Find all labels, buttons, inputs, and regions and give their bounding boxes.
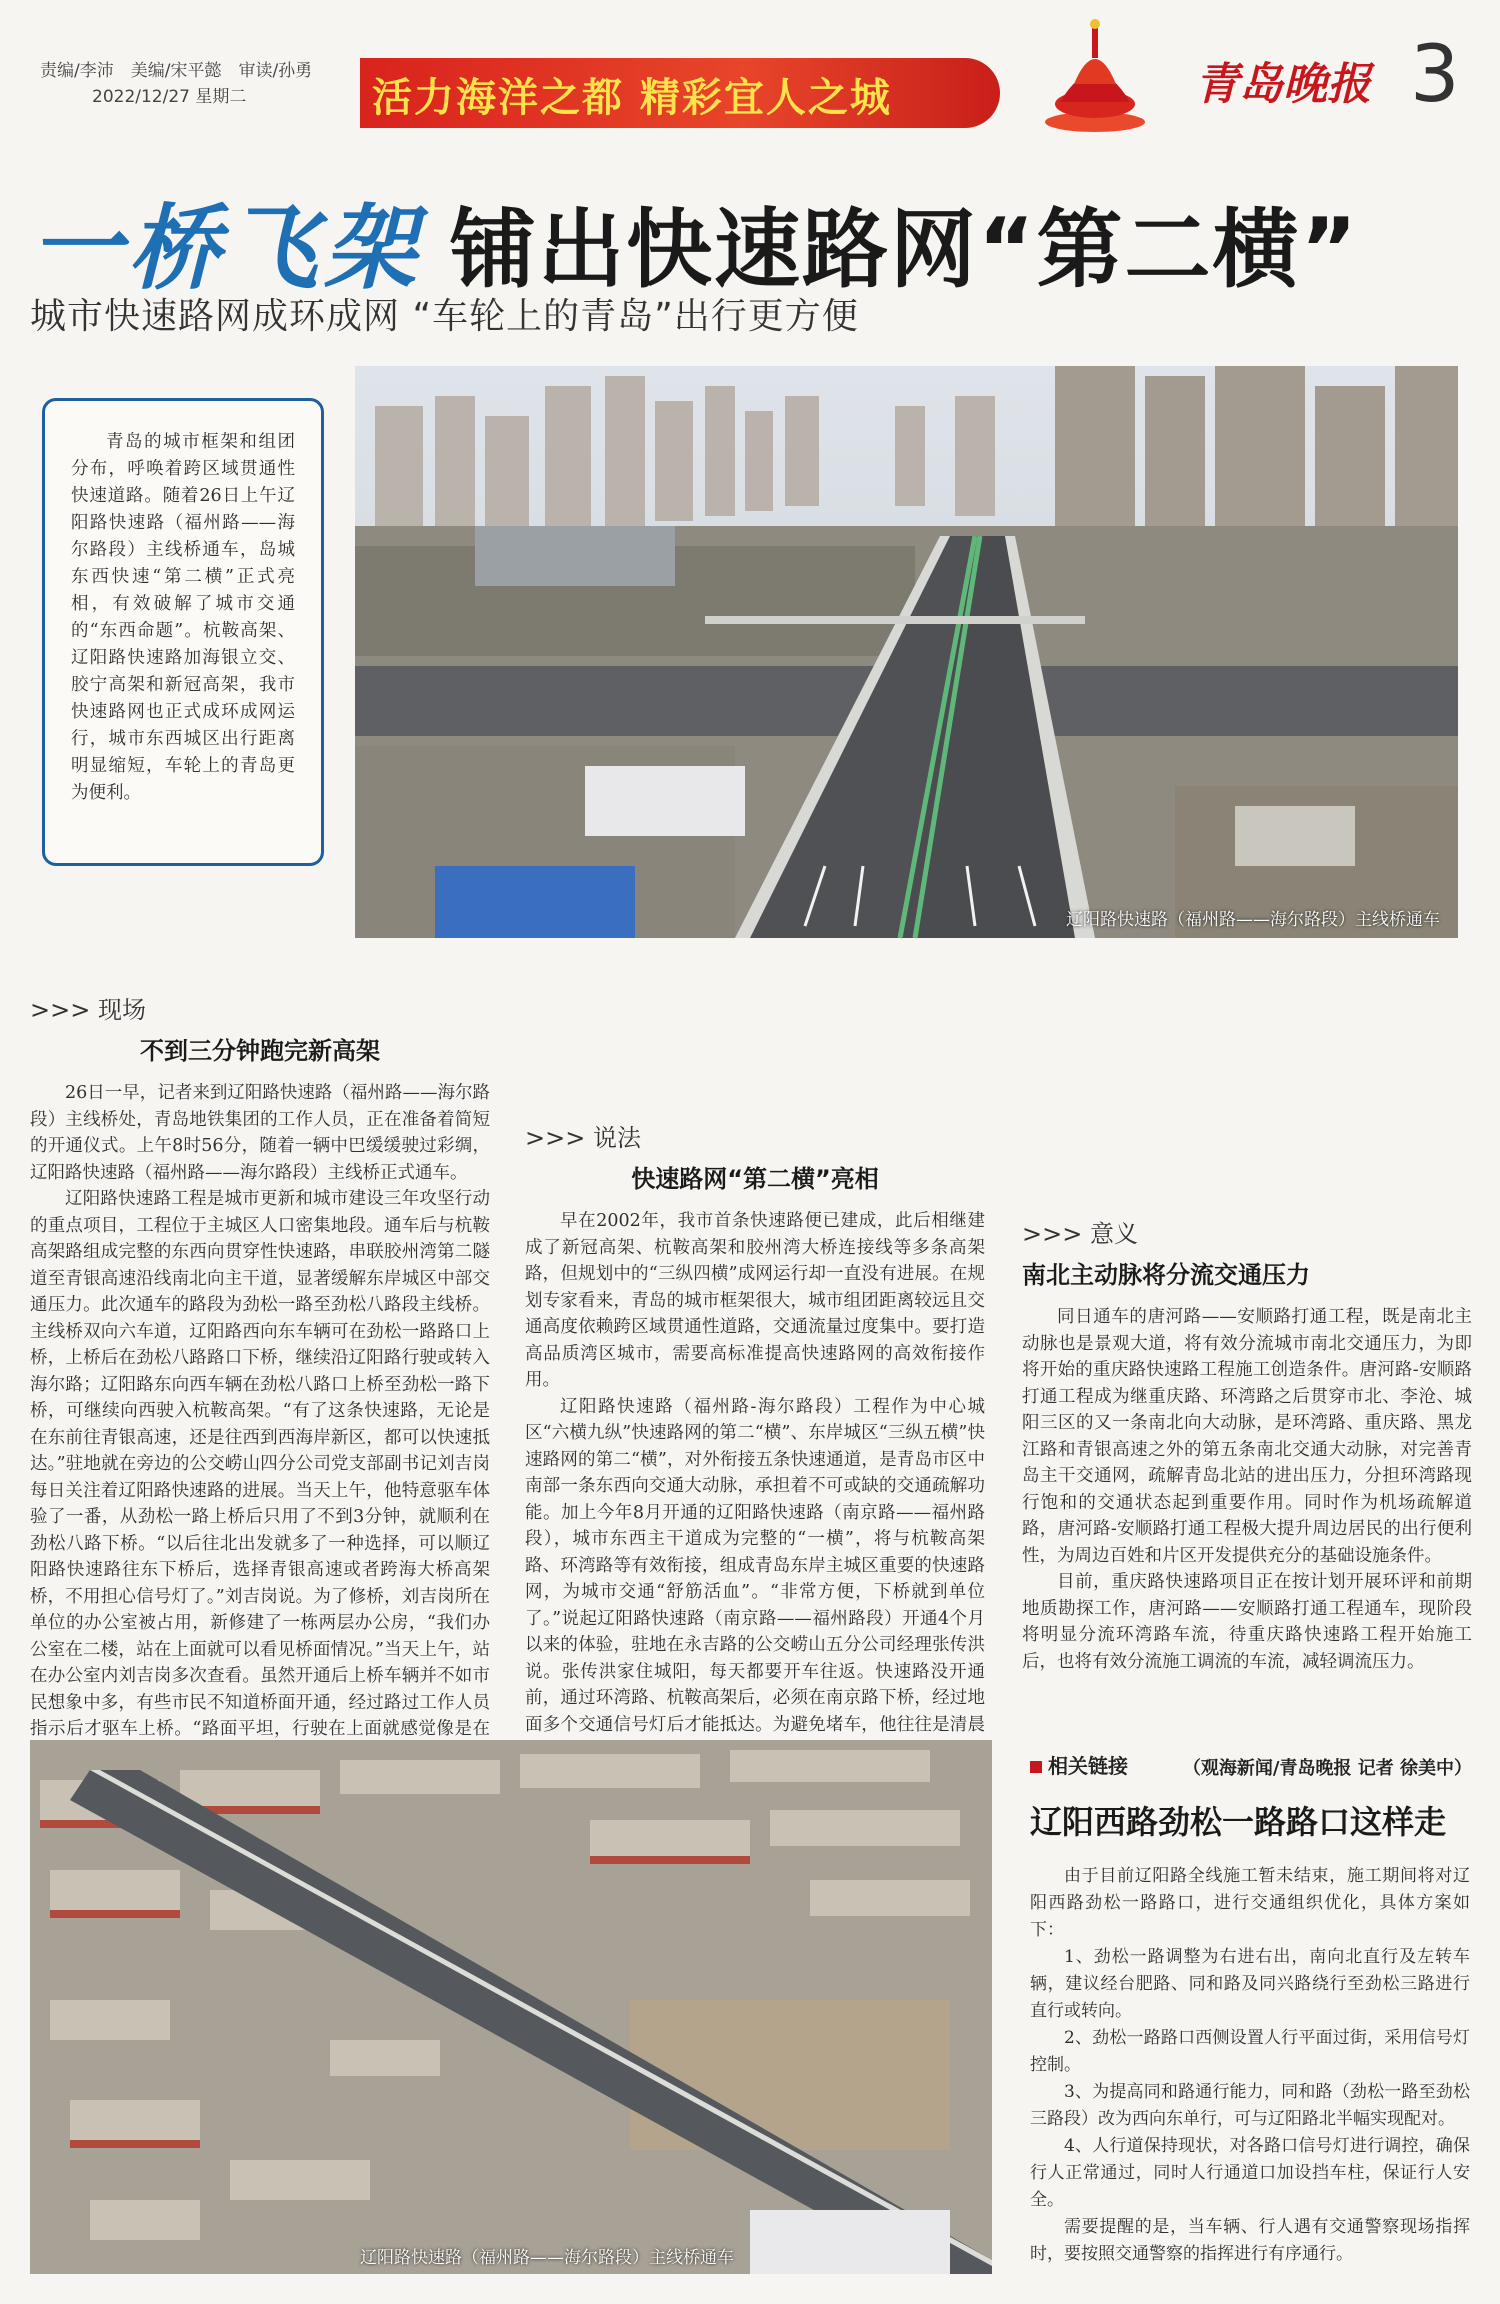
issue-date: 2022/12/27 星期二 [92, 87, 247, 107]
paragraph: 2、劲松一路路口西侧设置人行平面过街，采用信号灯控制。 [1030, 2028, 1470, 2075]
intro-box [42, 398, 324, 866]
main-headline: 铺出快速路网“第二横” [450, 200, 1360, 300]
paragraph: 同日通车的唐河路——安顺路打通工程，既是南北主动脉也是景观大道，将有效分流城市南北交通压力，为即将开始的重庆路快速路工程施工创造条件。唐河路-安顺路打通工程成为继重庆路、环湾路之后贯穿市北、李沧、城阳三区的又一条南北向大动脉，是环湾路、重庆路、黑龙江路和青银高速之外的第五条南北交通大动脉，对完善青岛主干交通网，疏解青岛北站的进出压力，分担环湾路现行饱和的交通状态起到重要作用。同时作为机场疏解道路，唐河路-安顺路打通工程极大提升周边居民的出行便利性，为周边百姓和片区开发提供充分的基础设施条件。 [1022, 1307, 1472, 1566]
paragraph: 3、为提高同和路通行能力，同和路（劲松一路至劲松三路段）改为西向东单行，可与辽阳路北半幅实现配对。 [1030, 2082, 1470, 2129]
bottom-photo [30, 1740, 992, 2274]
related-tag: 相关链接 [1030, 1750, 1470, 1779]
paragraph: 由于目前辽阳路全线施工暂未结束，施工期间将对辽阳西路劲松一路路口，进行交通组织优化，具体方案如下： [1030, 1866, 1470, 1940]
section-body [30, 1080, 490, 1770]
section-label: >>> 现场 [30, 996, 146, 1024]
page-number: 3 [1410, 30, 1460, 120]
paragraph: 辽阳路快速路（福州路-海尔路段）工程作为中心城区“六横九纵”快速路网的第二“横”、东岸城区“三纵五横”快速路网的第二“横”，对外衔接五条快速通道，是青岛市区中南部一条东西向交通大动脉，承担着不可或缺的交通疏解功能。加上今年8月开通的辽阳路快速路（南京路——福州路段），城市东西主干道成为完整的“一横”，将与杭鞍高架路、环湾路等有效衔接，组成青岛东岸主城区重要的快速路网，为城市交通“舒筋活血”。“非常方便，下桥就到单位了。”说起辽阳路快速路（南京路——福州路段）开通4个月以来的体验，驻地在永吉路的公交崂山五分公司经理张传洪说。张传洪家住城阳，每天都要开车往返。快速路没开通前，通过环湾路、杭鞍高架后，必须在南京路下桥，经过地面多个交通信号灯后才能抵达。为避免堵车，他往往是清晨 [525, 1396, 985, 1735]
top-photo [355, 366, 1458, 938]
credits-names: 责编/李沛 美编/宋平懿 审读/孙勇 [40, 61, 313, 81]
section-body [1022, 1304, 1472, 1744]
section-title: 不到三分钟跑完新高架 [140, 1037, 380, 1065]
sub-headline: 城市快速路网成环成网 “车轮上的青岛”出行更方便 [30, 296, 859, 337]
section-statement [525, 1118, 985, 1773]
bottom-photo-caption: 辽阳路快速路（福州路——海尔路段）主线桥通车 [360, 2248, 734, 2268]
city-landmark-icon [1040, 14, 1150, 134]
section-label: >>> 说法 [525, 1124, 641, 1152]
paragraph: 早在2002年，我市首条快速路便已建成，此后相继建成了新冠高架、杭鞍高架和胶州湾大桥连接线等多条高架路，但规划中的“三纵四横”成网运行却一直没有进展。在规划专家看来，青岛的城市框架很大，城市组团距离较远且交通高度依赖跨区域贯通性道路，交通流量过度集中。要打造高品质湾区城市，需要高标准提高快速路网的高效衔接作用。 [525, 1211, 985, 1390]
section-body [525, 1208, 985, 1773]
related-link-box [1030, 1750, 1470, 2268]
editor-credits [40, 58, 312, 110]
aerial-viaduct-illustration [355, 366, 1458, 938]
paragraph: 26日一早，记者来到辽阳路快速路（福州路——海尔路段）主线桥处，青岛地铁集团的工作人员，正在准备着简短的开通仪式。上午8时56分，随着一辆中巴缓缓驶过彩绸，辽阳路快速路（福州路——海尔路段）主线桥正式通车。 [30, 1083, 490, 1183]
paragraph: 4、人行道保持现状，对各路口信号灯进行调控，确保行人正常通过，同时人行通道口加设挡车柱，保证行人安全。 [1030, 2136, 1470, 2210]
related-body [1030, 1863, 1470, 2268]
paragraph: 需要提醒的是，当车辆、行人遇有交通警察现场指挥时，要按照交通警察的指挥进行有序通行。 [1030, 2217, 1470, 2264]
paragraph: 1、劲松一路调整为右进右出，南向北直行及左转车辆，建议经台肥路、同和路及同兴路绕行至劲松三路进行直行或转向。 [1030, 1947, 1470, 2021]
section-title: 南北主动脉将分流交通压力 [1022, 1261, 1310, 1289]
section-title: 快速路网“第二横”亮相 [631, 1165, 879, 1193]
paragraph: 辽阳路快速路工程是城市更新和城市建设三年攻坚行动的重点项目，工程位于主城区人口密集地段。通车后与杭鞍高架路组成完整的东西向贯穿性快速路，串联胶州湾第二隧道至青银高速沿线南北向主干道，显著缓解东岸城区中部交通压力。此次通车的路段为劲松一路至劲松八路段主线桥。主线桥双向六车道，辽阳路西向东车辆可在劲松一路路口上桥，上桥后在劲松八路路口下桥，继续沿辽阳路行驶或转入海尔路；辽阳路东向西车辆在劲松八路口上桥至劲松一路下桥，可继续向西驶入杭鞍高架。“有了这条快速路，无论是在东前往青银高速，还是往西到西海岸新区，都可以快速抵达。”驻地就在旁边的公交崂山四分公司党支部副书记刘吉岗每日关注着辽阳路快速路的进展。当天上午，他特意驱车体验了一番，从劲松一路上桥后只用了不到3分钟，就顺利在劲松八路下桥。“以后往北出发就多了一种选择，可以顺辽阳路快速路往东下桥后，选择青银高速或者跨海大桥高架桥，不用担心信号灯了。”刘吉岗说。为了修桥，刘吉岗所在单位的办公室被占用，新修建了一栋两层办公房，“我们办公室在二楼，站在上面就可以看见桥面情况。”当天上午，站在办公室内刘吉岗多次查看。虽然开通后上桥车辆并不如市民想象中多，有些市民不知道桥面开通，经过路过工作人员指示后才驱车上桥。“路面平坦，行驶在上面就感觉像是在 [30, 1189, 490, 1739]
related-title: 辽阳西路劲松一路路口这样走 [1030, 1803, 1447, 1841]
section-label: >>> 意义 [1022, 1220, 1138, 1248]
aerial-city-illustration [30, 1740, 992, 2274]
section-significance [1022, 1214, 1472, 1780]
section-scene [30, 990, 490, 1770]
top-photo-caption: 辽阳路快速路（福州路——海尔路段）主线桥通车 [1066, 910, 1440, 930]
masthead-logo: 青岛晚报 [1195, 59, 1371, 110]
paragraph: 目前，重庆路快速路项目正在按计划开展环评和前期地质勘探工作，唐河路——安顺路打通工程通车，现阶段将明显分流环湾路车流，待重庆路快速路工程开始施工后，也将有效分流施工调流的车流，减轻调流压力。 [1022, 1572, 1472, 1672]
slogan-text: 活力海洋之都 精彩宜人之城 [372, 75, 892, 121]
headline-kicker: 一桥飞架 [30, 195, 423, 302]
byline: （观海新闻/青岛晚报 记者 徐美中） [1182, 1758, 1472, 1779]
intro-text: 青岛的城市框架和组团分布，呼唤着跨区域贯通性快速道路。随着26日上午辽阳路快速路（福州路——海尔路段）主线桥通车，岛城东西快速“第二横”正式亮相，有效破解了城市交通的“东西命题”。杭鞍高架、辽阳路快速路加海银立交、胶宁高架和新冠高架，我市快速路网也正式成环成网运行，城市东西城区出行距离明显缩短，车轮上的青岛更为便利。 [71, 432, 295, 803]
